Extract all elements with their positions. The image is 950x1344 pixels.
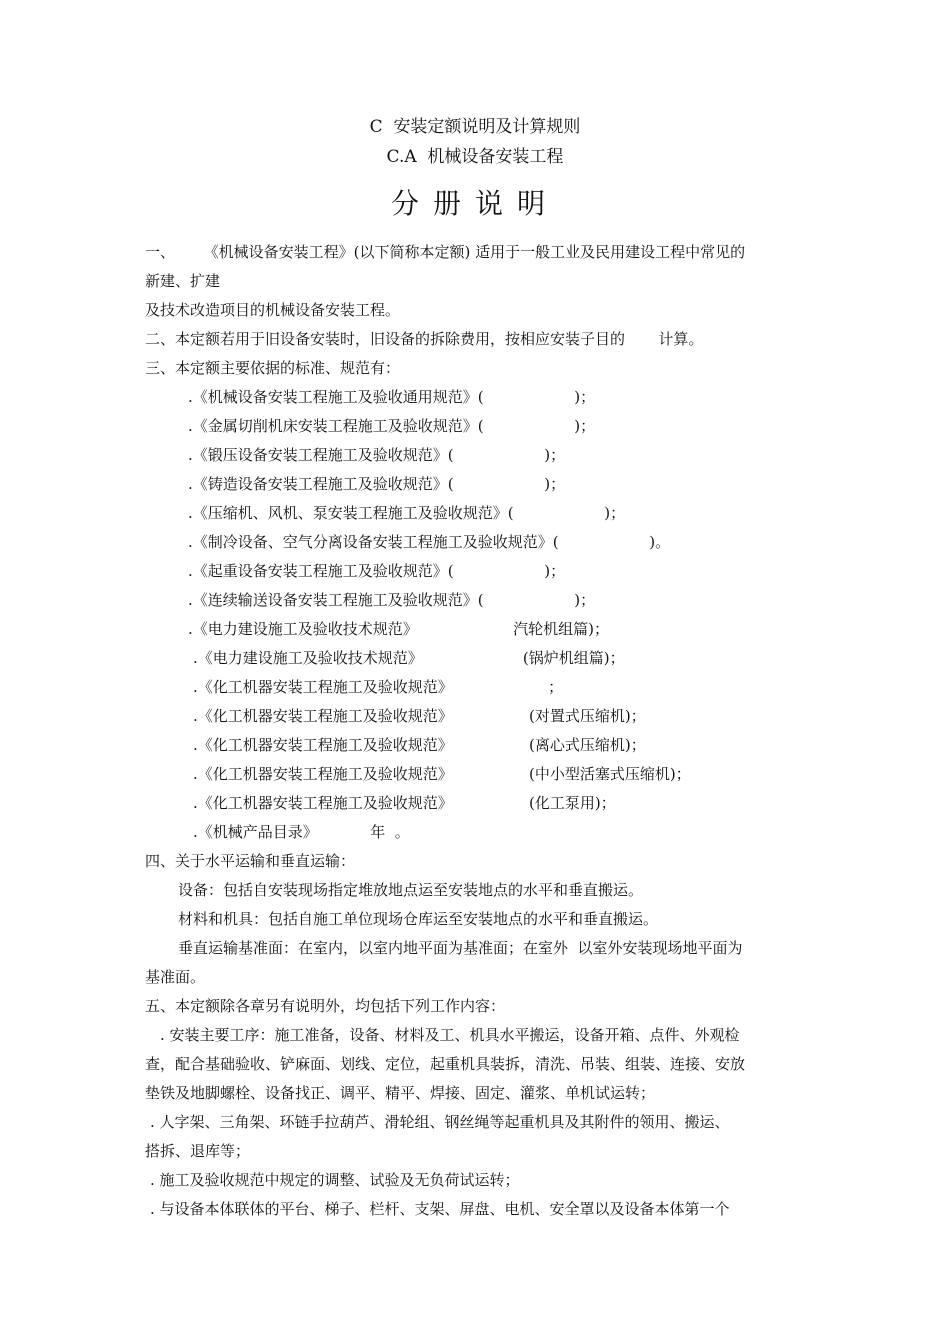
para-line: 新建、扩建 <box>145 272 221 290</box>
list-item: .《化工机器安装工程施工及验收规范》 (离心式压缩机)； <box>193 736 646 754</box>
list-item: .《电力建设施工及验收技术规范》 (锅炉机组篇)； <box>193 649 625 667</box>
list-item: .《化工机器安装工程施工及验收规范》 (化工泵用)； <box>193 794 616 812</box>
list-item: .《铸造设备安装工程施工及验收规范》( )； <box>188 475 566 493</box>
para-line: 基准面。 <box>145 968 206 986</box>
list-item: .《压缩机、风机、泵安装工程施工及验收规范》( )； <box>188 504 626 522</box>
chapter-title: C 安装定额说明及计算规则 <box>369 117 581 137</box>
list-item: .《化工机器安装工程施工及验收规范》 (对置式压缩机)； <box>193 707 646 725</box>
list-item: .《机械设备安装工程施工及验收通用规范》( )； <box>188 388 596 406</box>
para-line: 二、本定额若用于旧设备安装时，旧设备的拆除费用，按相应安装子目的 计算。 <box>145 330 704 348</box>
list-item: .《锻压设备安装工程施工及验收规范》( )； <box>188 446 566 464</box>
para-line: 查，配合基础验收、铲麻面、划线、定位，起重机具装拆，清洗、吊装、组装、连接、安放 <box>145 1055 746 1073</box>
para-line: 设备：包括自安装现场指定堆放地点运至安装地点的水平和垂直搬运。 <box>178 881 644 899</box>
para-line: 三、本定额主要依据的标准、规范有： <box>145 359 401 377</box>
list-item: .《机械产品目录》 年 。 <box>193 823 410 841</box>
list-item: .《电力建设施工及验收技术规范》 汽轮机组篇)； <box>188 620 609 638</box>
para-line: 五、本定额除各章另有说明外，均包括下列工作内容： <box>145 997 506 1015</box>
volume-title: 分册说明 <box>390 187 559 220</box>
list-item: .《金属切削机床安装工程施工及验收规范》( )； <box>188 417 596 435</box>
section-title: C.A 机械设备安装工程 <box>386 147 564 167</box>
list-item: .《化工机器安装工程施工及验收规范》 ； <box>193 678 564 696</box>
para-line: 材料和机具：包括自施工单位现场仓库运至安装地点的水平和垂直搬运。 <box>178 910 659 928</box>
list-item: .《起重设备安装工程施工及验收规范》( )； <box>188 562 566 580</box>
para-line: 垫铁及地脚螺栓、设备找正、调平、精平、焊接、固定、灌浆、单机试运转； <box>145 1084 656 1102</box>
para-line: . 施工及验收规范中规定的调整、试验及无负荷试运转； <box>150 1171 520 1189</box>
para-line: 及技术改造项目的机械设备安装工程。 <box>145 301 401 319</box>
list-item: .《连续输送设备安装工程施工及验收规范》( )； <box>188 591 596 609</box>
list-item: .《制冷设备、空气分离设备安装工程施工及验收规范》( )。 <box>188 533 671 551</box>
para-line: . 与设备本体联体的平台、梯子、栏杆、支架、屏盘、电机、安全罩以及设备本体第一个 <box>150 1200 730 1218</box>
para-line: . 安装主要工序：施工准备，设备、材料及工、机具水平搬运，设备开箱、点件、外观检 <box>160 1026 740 1044</box>
list-item: .《化工机器安装工程施工及验收规范》 (中小型活塞式压缩机)； <box>193 765 691 783</box>
para-line: 垂直运输基准面：在室内，以室内地平面为基准面；在室外 以室外安装现场地平面为 <box>178 939 743 957</box>
para-line: 搭拆、退库等； <box>145 1142 251 1160</box>
para-line: . 人字架、三角架、环链手拉葫芦、滑轮组、钢丝绳等起重机具及其附件的领用、搬运、 <box>150 1113 730 1131</box>
para-line: 四、关于水平运输和垂直运输： <box>145 852 356 870</box>
para-line: 一、 《机械设备安装工程》(以下简称本定额) 适用于一般工业及民用建设工程中常见的 <box>145 243 746 261</box>
